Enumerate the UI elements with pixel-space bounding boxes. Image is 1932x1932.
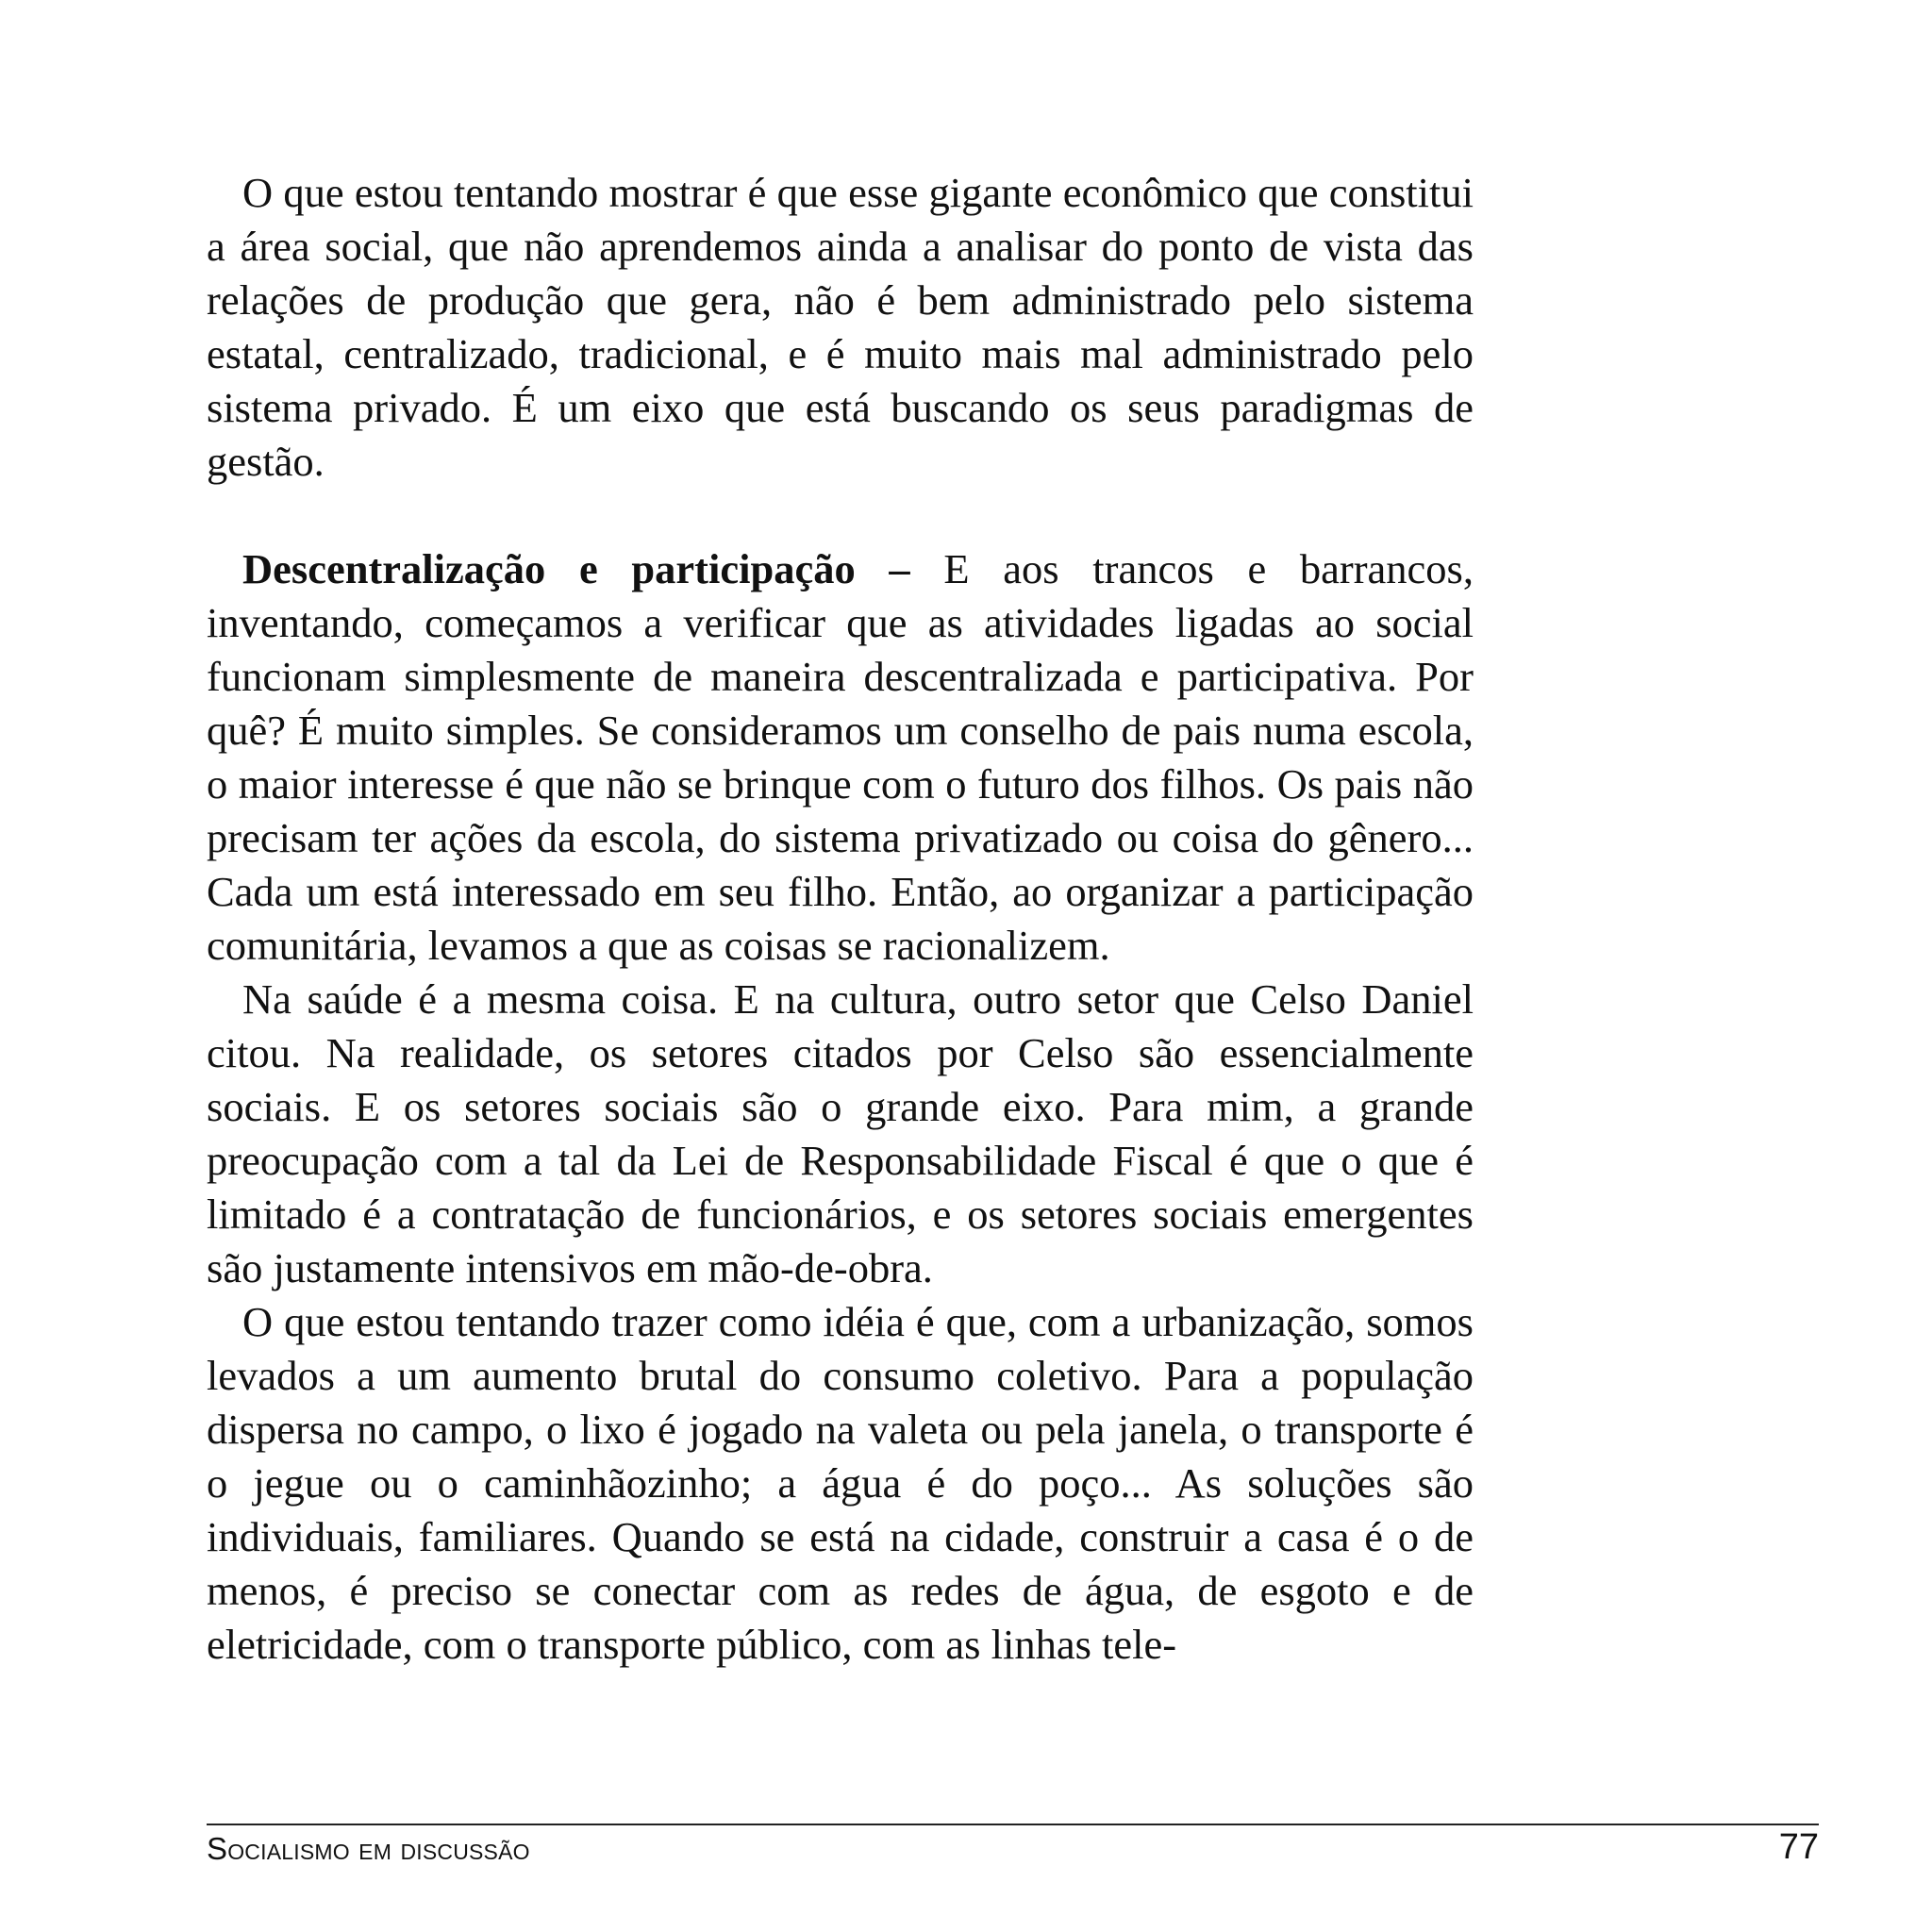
paragraph-3 [207, 973, 1474, 1295]
running-footer-title: Socialismo em discussão [207, 1831, 530, 1866]
paragraph-4 [207, 1295, 1474, 1672]
paragraph-1 [207, 166, 1474, 489]
paragraph-text: O que estou tentando mostrar é que esse gigante econômico que constitui a área social, que não aprendemos ainda a analisar do ponto de vista das relações de produção que gera, não é bem administrado pelo sistema estatal, centralizado, tradicional, e é muito mais mal administrado pelo sistema privado. É um eixo que está buscando os seus paradigmas de gestão. [207, 169, 1474, 485]
paragraph-text: E aos trancos e barrancos, inventando, começamos a verificar que as atividades ligadas ao social funcionam simplesmente de maneira descentralizada e participativa. Por quê? É muito simples. Se consideramos um conselho de pais numa escola, o maior interesse é que não se brinque com o futuro dos filhos. Os pais não precisam ter ações da escola, do sistema privatizado ou coisa do gênero... Cada um está interessado em seu filho. Então, ao organizar a participação comunitária, levamos a que as coisas se racionalizem. [207, 545, 1474, 969]
page-number: 77 [1778, 1827, 1819, 1867]
body-text [207, 166, 1474, 1672]
paragraph-text: Na saúde é a mesma coisa. E na cultura, outro setor que Celso Daniel citou. Na realidade, os setores citados por Celso são essencialmente sociais. E os setores sociais são o grande eixo. Para mim, a grande preocupação com a tal da Lei de Responsabilidade Fiscal é que o que é limitado é a contratação de funcionários, e os setores sociais emergentes são justamente intensivos em mão-de-obra. [207, 975, 1474, 1291]
section-heading: Descentralização e participação – [242, 545, 910, 592]
paragraph-2 [207, 542, 1474, 973]
paragraph-text: O que estou tentando trazer como idéia é que, com a urbanização, somos levados a um aumento brutal do consumo coletivo. Para a população dispersa no campo, o lixo é jogado na valeta ou pela janela, o transporte é o jegue ou o caminhãozinho; a água é do poço... As soluções são individuais, familiares. Quando se está na cidade, construir a casa é o de menos, é preciso se conectar com as redes de água, de esgoto e de eletricidade, com o transporte público, com as linhas tele- [207, 1298, 1474, 1668]
footer-divider [207, 1824, 1819, 1825]
